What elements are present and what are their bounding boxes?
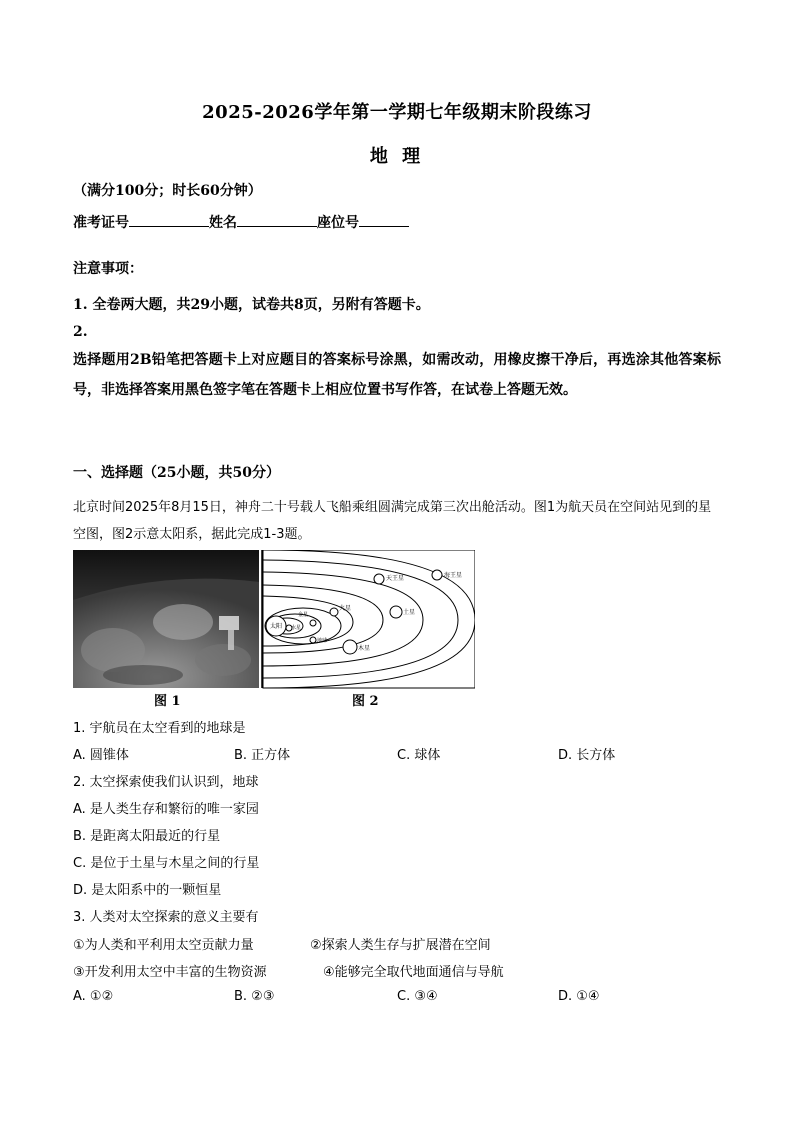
- q3-option-a[interactable]: A. ①②: [73, 989, 114, 1004]
- exam-title: 2025-2026学年第一学期七年级期末阶段练习: [202, 102, 592, 123]
- label-sun: 太阳: [269, 623, 283, 630]
- question-1-stem: 1. 宇航员在太空看到的地球是: [73, 721, 246, 736]
- name-label: 姓名: [209, 215, 237, 231]
- notes-item-2-number: 2.: [73, 324, 88, 340]
- notes-item-2-text: 选择题用2B铅笔把答题卡上对应题目的答案标号涂黑，如需改动，用橡皮擦干净后，再选涂其他答案标号，非选择答案用黑色签字笔在答题卡上相应位置书写作答，在试卷上答题无效。: [73, 352, 721, 398]
- q3-option-b[interactable]: B. ②③: [234, 989, 275, 1004]
- question-3-stem: 3. 人类对太空探索的意义主要有: [73, 910, 259, 925]
- q1-option-a[interactable]: A. 圆锥体: [73, 748, 129, 763]
- figures-svg: [73, 550, 475, 690]
- q3-statement-1: ①为人类和平利用太空贡献力量: [73, 938, 254, 953]
- seat-label: 座位号: [317, 215, 359, 231]
- figure-group: [73, 550, 475, 690]
- q2-option-b[interactable]: B. 是距离太阳最近的行星: [73, 829, 221, 844]
- section-1-intro: 北京时间2025年8月15日，神舟二十号载人飞船乘组圆满完成第三次出舱活动。图1为航天员在空间站见到的星空图，图2示意太阳系，据此完成1-3题。: [73, 500, 712, 542]
- exam-id-blank[interactable]: [129, 212, 209, 227]
- notes-item-1: 1. 全卷两大题，共29小题，试卷共8页，另附有答题卡。: [73, 297, 430, 313]
- exam-id-label: 准考证号: [73, 215, 129, 231]
- figure-2-solar-system: [263, 550, 475, 688]
- q1-option-b[interactable]: B. 正方体: [234, 748, 291, 763]
- q3-option-d[interactable]: D. ①④: [558, 989, 600, 1004]
- q1-option-d[interactable]: D. 长方体: [558, 748, 616, 763]
- label-jupiter: 木星: [358, 645, 371, 652]
- q2-option-a[interactable]: A. 是人类生存和繁衍的唯一家园: [73, 802, 259, 817]
- q3-statement-2: ②探索人类生存与扩展潜在空间: [310, 938, 491, 953]
- figure-1-earth-photo: [73, 550, 259, 688]
- section-1-heading: 一、选择题（25小题，共50分）: [73, 465, 280, 481]
- q2-option-c[interactable]: C. 是位于土星与木星之间的行星: [73, 856, 260, 871]
- label-neptune: 海王星: [444, 572, 463, 579]
- candidate-info-line: [73, 212, 409, 232]
- label-mercury: 水星: [291, 625, 302, 631]
- q3-statement-3: ③开发利用太空中丰富的生物资源: [73, 965, 267, 980]
- q3-option-c[interactable]: C. ③④: [397, 989, 438, 1004]
- label-venus: 金星: [298, 612, 309, 618]
- figure-2-caption: 图 2: [352, 694, 379, 709]
- label-earth: 地球: [317, 638, 328, 644]
- q3-statement-4: ④能够完全取代地面通信与导航: [323, 965, 504, 980]
- label-saturn: 土星: [403, 609, 416, 616]
- subject-title: 地 理: [369, 146, 425, 167]
- duration-line: （满分100分；时长60分钟）: [73, 183, 262, 199]
- notes-heading: 注意事项：: [73, 261, 143, 277]
- q2-option-d[interactable]: D. 是太阳系中的一颗恒星: [73, 883, 222, 898]
- question-2-stem: 2. 太空探索使我们认识到，地球: [73, 775, 259, 790]
- q1-option-c[interactable]: C. 球体: [397, 748, 441, 763]
- figure-1-caption: 图 1: [154, 694, 181, 709]
- label-mars: 火星: [339, 605, 352, 612]
- label-uranus: 天王星: [386, 575, 405, 582]
- seat-blank[interactable]: [359, 212, 409, 227]
- name-blank[interactable]: [237, 212, 317, 227]
